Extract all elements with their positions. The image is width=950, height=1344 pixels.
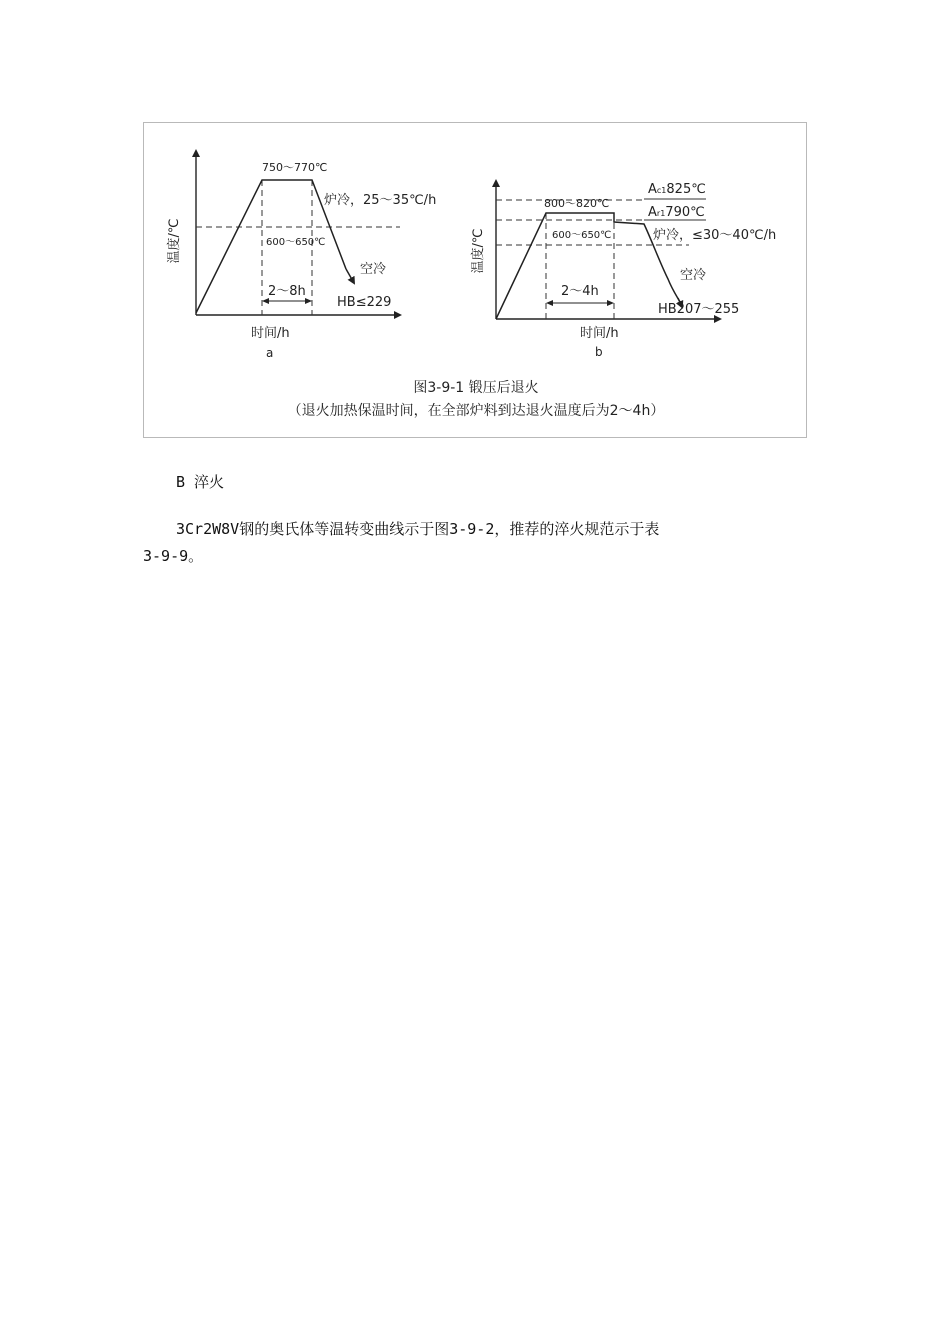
diagram-a [166,151,436,360]
diagram-a-hold-temp: 750～770℃ [262,161,328,174]
diagram-a-lower-temp: 600～650℃ [266,237,326,248]
paragraph-line-1: 3Cr2W8V钢的奥氏体等温转变曲线示于图3-9-2，推荐的淬火规范示于表 [176,520,660,538]
diagram-b [470,181,776,359]
paragraph-line-2: 3-9-9。 [143,547,204,565]
diagram-a-air-cool-arrow [346,269,354,283]
diagram-a-sublabel: a [266,346,274,360]
figure-caption-note: （退火加热保温时间，在全部炉料到达退火温度后为2～4h） [287,403,665,419]
diagram-a-dimension-arrow-right [305,298,312,304]
diagram-a-hardness: HB≤229 [337,295,392,310]
diagram-b-air-cool: 空冷 [680,268,707,283]
diagram-a-air-cool: 空冷 [360,262,387,277]
diagram-b-x-axis-label: 时间/h [580,326,619,341]
figure-box [143,122,807,438]
diagram-a-hold-time: 2～8h [268,284,306,299]
diagram-b-furnace-cool: 炉冷，≤30～40℃/h [653,228,777,243]
diagram-b-ar1-label: Ar1790℃ [648,205,705,220]
diagram-b-lower-temp: 600～650℃ [552,230,612,241]
diagram-b-ac1-label: Ac1825℃ [648,182,706,197]
section-heading: B 淬火 [176,473,225,491]
diagram-a-x-axis-label: 时间/h [251,326,290,341]
diagram-a-furnace-cool: 炉冷，25～35℃/h [324,193,437,208]
diagram-b-dimension-arrow-right [607,300,614,306]
figure-caption-title: 图3-9-1 锻压后退火 [413,380,539,396]
diagram-b-hold-temp: 800～820℃ [544,197,610,210]
diagram-b-dimension-arrow-left [546,300,553,306]
diagram-a-y-axis-label: 温度/℃ [167,218,182,264]
diagram-b-y-axis-label: 温度/℃ [471,228,486,274]
diagram-b-hold-time: 2～4h [561,284,599,299]
diagram-b-sublabel: b [595,345,603,359]
diagram-b-hardness: HB207～255 [658,302,740,317]
